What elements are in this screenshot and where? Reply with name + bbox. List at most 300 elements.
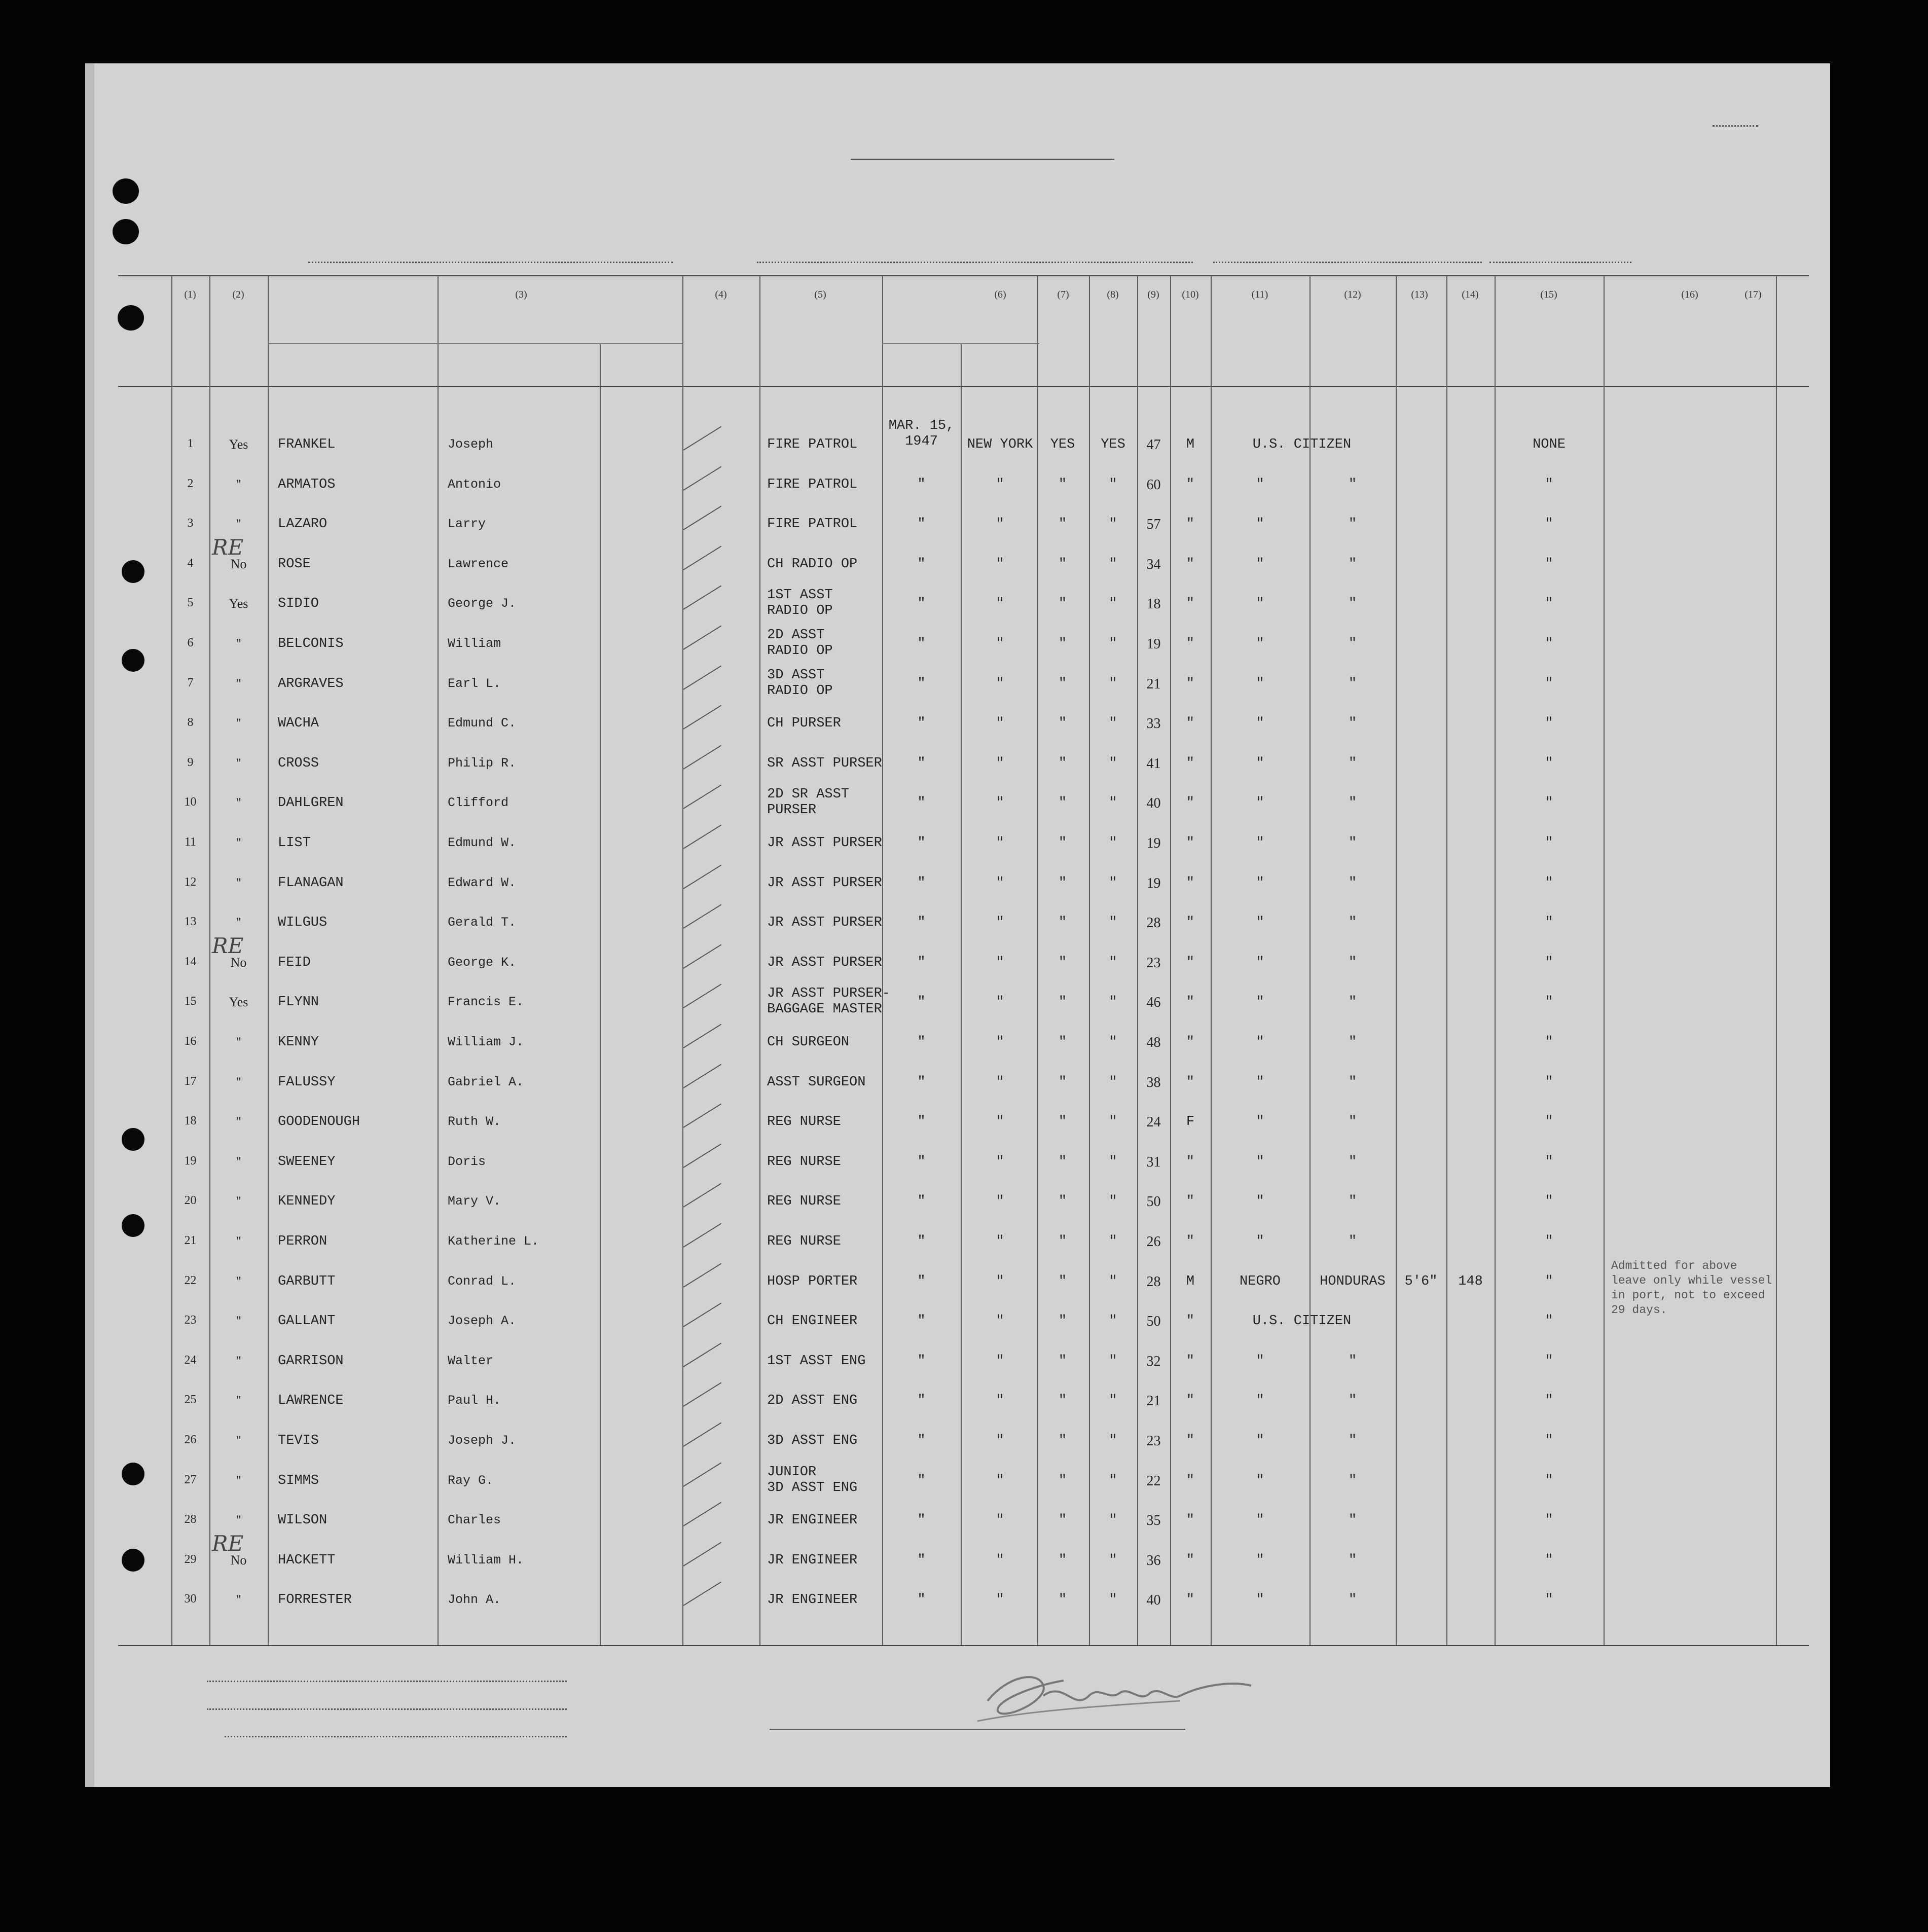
able-to-read: " xyxy=(1109,1433,1117,1448)
age: 35 xyxy=(1146,1513,1161,1528)
sex: " xyxy=(1186,1194,1195,1209)
ship-position: CH ENGINEER xyxy=(767,1314,858,1329)
discharge-at-port: " xyxy=(1058,915,1067,930)
shipped-subrule xyxy=(882,343,1039,344)
race: " xyxy=(1256,596,1264,611)
punch-hole xyxy=(122,649,144,672)
shipped-when: " xyxy=(917,876,926,891)
prior-voyage: " xyxy=(236,1433,241,1448)
nationality: " xyxy=(1348,795,1357,811)
column-divider xyxy=(268,276,269,1645)
ship-position: FIRE PATROL xyxy=(767,437,858,452)
physical-marks: " xyxy=(1545,1035,1553,1050)
able-to-read: " xyxy=(1109,517,1117,532)
column-number: (9) xyxy=(1147,289,1159,300)
nationality: " xyxy=(1348,835,1357,851)
ship-position: 3D ASST RADIO OP xyxy=(767,668,833,699)
nationality: " xyxy=(1348,955,1357,970)
given-name: Doris xyxy=(448,1154,486,1169)
given-name: John A. xyxy=(448,1592,501,1607)
ship-position: CH RADIO OP xyxy=(767,557,858,572)
shipped-when: " xyxy=(917,1194,926,1209)
family-name: SIMMS xyxy=(278,1473,319,1488)
prior-voyage: Yes xyxy=(229,596,248,611)
prior-voyage: No xyxy=(230,1553,247,1568)
physical-marks: " xyxy=(1545,1234,1553,1249)
sex: " xyxy=(1186,596,1195,611)
race: " xyxy=(1256,795,1264,811)
given-name: William xyxy=(448,636,501,651)
column-number: (16) xyxy=(1681,289,1698,300)
able-to-read: " xyxy=(1109,1274,1117,1289)
age: 50 xyxy=(1146,1314,1161,1329)
service-checkmark xyxy=(683,506,721,530)
shipped-when: " xyxy=(917,1314,926,1329)
ship-position: 2D ASST ENG xyxy=(767,1393,858,1408)
row-number: 24 xyxy=(184,1354,197,1367)
sex: " xyxy=(1186,676,1195,691)
discharge-at-port: " xyxy=(1058,1194,1067,1209)
prior-voyage: " xyxy=(236,1234,241,1249)
discharge-at-port: " xyxy=(1058,676,1067,691)
age: 23 xyxy=(1146,1433,1161,1449)
shipped-when: " xyxy=(917,1274,926,1289)
physical-marks: " xyxy=(1545,915,1553,930)
ship-position: JR ASST PURSER xyxy=(767,955,882,970)
arrival-port-field xyxy=(1213,243,1482,263)
ship-position: REG NURSE xyxy=(767,1154,841,1170)
nationality: " xyxy=(1348,517,1357,532)
nationality: " xyxy=(1348,1035,1357,1050)
column-number: (6) xyxy=(994,289,1006,300)
able-to-read: " xyxy=(1109,955,1117,970)
shipped-where: " xyxy=(996,557,1004,572)
sex: " xyxy=(1186,1035,1195,1050)
handwritten-initials: RE xyxy=(212,1531,244,1556)
column-number: (14) xyxy=(1462,289,1479,300)
discharge-at-port: " xyxy=(1058,1314,1067,1329)
given-name: William J. xyxy=(448,1035,524,1049)
given-name: Joseph xyxy=(448,437,494,452)
discharge-at-port: " xyxy=(1058,596,1067,611)
row-number: 29 xyxy=(184,1553,197,1566)
shipped-where: " xyxy=(996,1075,1004,1090)
service-checkmark xyxy=(683,1183,721,1208)
family-name: WILSON xyxy=(278,1513,328,1528)
discharge-at-port: " xyxy=(1058,995,1067,1010)
discharge-at-port: " xyxy=(1058,955,1067,970)
prior-voyage: " xyxy=(236,1592,241,1607)
sex: " xyxy=(1186,1154,1195,1170)
physical-marks: " xyxy=(1545,795,1553,811)
given-name: George K. xyxy=(448,955,517,970)
sex: " xyxy=(1186,1592,1195,1608)
discharge-at-port: " xyxy=(1058,835,1067,851)
family-name: GARBUTT xyxy=(278,1274,336,1289)
ship-position: 3D ASST ENG xyxy=(767,1433,858,1448)
shipped-when: " xyxy=(917,676,926,691)
discharge-at-port: " xyxy=(1058,1234,1067,1249)
able-to-read: " xyxy=(1109,1314,1117,1329)
row-number: 8 xyxy=(187,716,194,729)
physical-marks: NONE xyxy=(1533,437,1566,452)
row-number: 28 xyxy=(184,1513,197,1526)
age: 26 xyxy=(1146,1234,1161,1250)
age: 21 xyxy=(1146,676,1161,692)
shipped-where: " xyxy=(996,1035,1004,1050)
punch-hole xyxy=(122,1214,144,1237)
sex: " xyxy=(1186,795,1195,811)
nationality: " xyxy=(1348,756,1357,771)
race: " xyxy=(1256,676,1264,691)
race: " xyxy=(1256,1473,1264,1488)
family-name: FLANAGAN xyxy=(278,876,344,891)
physical-marks: " xyxy=(1545,955,1553,970)
table-top-rule xyxy=(118,275,1809,276)
able-to-read: " xyxy=(1109,716,1117,731)
punch-hole xyxy=(118,305,144,331)
shipped-when: " xyxy=(917,636,926,651)
given-name: Ruth W. xyxy=(448,1114,501,1129)
prior-voyage: " xyxy=(236,835,241,850)
shipped-when: " xyxy=(917,1433,926,1448)
service-checkmark xyxy=(683,1104,721,1128)
shipped-where: " xyxy=(996,756,1004,771)
service-checkmark xyxy=(683,1144,721,1168)
row-number: 2 xyxy=(187,477,194,490)
row-number: 9 xyxy=(187,756,194,769)
race: " xyxy=(1256,636,1264,651)
shipped-where: " xyxy=(996,1513,1004,1528)
able-to-read: " xyxy=(1109,596,1117,611)
race: " xyxy=(1256,1433,1264,1448)
physical-marks: " xyxy=(1545,995,1553,1010)
shipped-when: " xyxy=(917,955,926,970)
sex: " xyxy=(1186,1314,1195,1329)
shipped-when: MAR. 15, 1947 xyxy=(888,418,955,449)
column-divider xyxy=(600,343,601,1645)
nationality: " xyxy=(1348,1393,1357,1408)
family-name: GOODENOUGH xyxy=(278,1114,360,1129)
prior-voyage: " xyxy=(236,716,241,731)
column-number: (13) xyxy=(1411,289,1428,300)
race: NEGRO xyxy=(1239,1274,1281,1289)
nationality: " xyxy=(1348,1075,1357,1090)
discharge-at-port: " xyxy=(1058,716,1067,731)
shipped-where: " xyxy=(996,955,1004,970)
given-name: Francis E. xyxy=(448,995,524,1009)
shipped-when: " xyxy=(917,756,926,771)
shipped-when: " xyxy=(917,1035,926,1050)
sex: " xyxy=(1186,1234,1195,1249)
prior-voyage: " xyxy=(236,477,241,492)
sex: " xyxy=(1186,835,1195,851)
row-number: 26 xyxy=(184,1433,197,1446)
shipped-where: " xyxy=(996,1433,1004,1448)
service-checkmark xyxy=(683,1382,721,1407)
discharge-at-port: " xyxy=(1058,557,1067,572)
shipped-where: " xyxy=(996,596,1004,611)
discharge-at-port: " xyxy=(1058,1114,1067,1129)
able-to-read: " xyxy=(1109,1473,1117,1488)
shipped-where: " xyxy=(996,517,1004,532)
column-divider xyxy=(438,276,439,1645)
race: " xyxy=(1256,756,1264,771)
family-name: ARMATOS xyxy=(278,477,336,492)
family-name: HACKETT xyxy=(278,1553,336,1568)
race: " xyxy=(1256,876,1264,891)
row-number: 5 xyxy=(187,596,194,609)
handwritten-initials: RE xyxy=(212,933,244,958)
remarks: Admitted for above leave only while vessel in port, not to exceed 29 days. xyxy=(1611,1259,1772,1317)
given-name: Joseph A. xyxy=(448,1314,517,1328)
nationality: " xyxy=(1348,995,1357,1010)
row-number: 6 xyxy=(187,636,194,649)
physical-marks: " xyxy=(1545,636,1553,651)
discharge-at-port: " xyxy=(1058,1553,1067,1568)
row-number: 22 xyxy=(184,1274,197,1287)
sheet-number-field xyxy=(1713,109,1758,127)
title-rule xyxy=(851,159,1114,160)
family-name: ROSE xyxy=(278,557,311,572)
prior-voyage: " xyxy=(236,1473,241,1488)
sex: " xyxy=(1186,756,1195,771)
race: " xyxy=(1256,1154,1264,1170)
discharge-at-port: " xyxy=(1058,517,1067,532)
physical-marks: " xyxy=(1545,1354,1553,1369)
age: 19 xyxy=(1146,835,1161,851)
row-number: 13 xyxy=(184,915,197,928)
physical-marks: " xyxy=(1545,1592,1553,1608)
shipped-when: " xyxy=(917,1154,926,1170)
punch-hole xyxy=(122,1463,144,1485)
service-checkmark xyxy=(683,865,721,889)
sex: " xyxy=(1186,1354,1195,1369)
able-to-read: " xyxy=(1109,1194,1117,1209)
family-name: LIST xyxy=(278,835,311,851)
discharge-at-port: " xyxy=(1058,1433,1067,1448)
race: " xyxy=(1256,1035,1264,1050)
shipped-where: " xyxy=(996,1234,1004,1249)
discharge-at-port: " xyxy=(1058,795,1067,811)
shipped-where: " xyxy=(996,1393,1004,1408)
able-to-read: " xyxy=(1109,557,1117,572)
shipped-when: " xyxy=(917,835,926,851)
prior-voyage: " xyxy=(236,1393,241,1408)
sex: " xyxy=(1186,1553,1195,1568)
given-name: William H. xyxy=(448,1553,524,1568)
family-name: SIDIO xyxy=(278,596,319,611)
given-name: Earl L. xyxy=(448,676,501,691)
nationality: " xyxy=(1348,1194,1357,1209)
prior-voyage: " xyxy=(236,1075,241,1089)
punch-hole xyxy=(122,1549,144,1572)
discharge-at-port: " xyxy=(1058,1592,1067,1608)
given-name: Larry xyxy=(448,517,486,531)
given-name: Charles xyxy=(448,1513,501,1527)
race: " xyxy=(1256,1592,1264,1608)
ship-position: FIRE PATROL xyxy=(767,477,858,492)
column-number: (7) xyxy=(1057,289,1069,300)
shipped-where: " xyxy=(996,1114,1004,1129)
table-bottom-rule xyxy=(118,1645,1809,1646)
sex: " xyxy=(1186,1433,1195,1448)
race: " xyxy=(1256,716,1264,731)
race: " xyxy=(1256,1393,1264,1408)
punch-hole xyxy=(122,560,144,583)
service-checkmark xyxy=(683,626,721,650)
nationality: " xyxy=(1348,1513,1357,1528)
race: " xyxy=(1256,557,1264,572)
shipped-when: " xyxy=(917,557,926,572)
able-to-read: YES xyxy=(1101,437,1125,452)
age: 34 xyxy=(1146,557,1161,572)
ship-position: JUNIOR 3D ASST ENG xyxy=(767,1465,858,1496)
service-checkmark xyxy=(683,666,721,690)
physical-marks: " xyxy=(1545,517,1553,532)
age: 36 xyxy=(1146,1553,1161,1569)
column-divider xyxy=(1776,276,1777,1645)
race: " xyxy=(1256,1075,1264,1090)
nationality: " xyxy=(1348,1354,1357,1369)
punch-hole xyxy=(113,219,139,244)
age: 28 xyxy=(1146,1274,1161,1290)
discharge-at-port: " xyxy=(1058,1154,1067,1170)
given-name: Edmund W. xyxy=(448,835,517,850)
shipped-where: " xyxy=(996,876,1004,891)
family-name: ARGRAVES xyxy=(278,676,344,691)
able-to-read: " xyxy=(1109,477,1117,492)
prior-voyage: " xyxy=(236,517,241,531)
race: " xyxy=(1256,1114,1264,1129)
discharge-at-port: " xyxy=(1058,1274,1067,1289)
prior-voyage: " xyxy=(236,636,241,651)
age: 19 xyxy=(1146,636,1161,652)
ship-position: FIRE PATROL xyxy=(767,517,858,532)
able-to-read: " xyxy=(1109,1393,1117,1408)
column-divider xyxy=(961,343,962,1645)
shipped-where: " xyxy=(996,477,1004,492)
shipped-when: " xyxy=(917,1075,926,1090)
sex: " xyxy=(1186,1473,1195,1488)
column-number: (2) xyxy=(232,289,244,300)
physical-marks: " xyxy=(1545,1194,1553,1209)
given-name: Gerald T. xyxy=(448,915,517,930)
prior-voyage: No xyxy=(230,557,247,571)
ship-position: REG NURSE xyxy=(767,1234,841,1249)
discharge-at-port: " xyxy=(1058,636,1067,651)
nationality: " xyxy=(1348,557,1357,572)
shipped-where: " xyxy=(996,835,1004,851)
given-name: Antonio xyxy=(448,477,501,492)
ship-position: JR ASST PURSER- BAGGAGE MASTER xyxy=(767,986,891,1017)
ship-position: ASST SURGEON xyxy=(767,1075,866,1090)
row-number: 18 xyxy=(184,1114,197,1127)
row-number: 4 xyxy=(187,557,194,570)
row-number: 12 xyxy=(184,876,197,889)
age: 32 xyxy=(1146,1354,1161,1369)
family-name: KENNY xyxy=(278,1035,319,1050)
service-checkmark xyxy=(683,1024,721,1048)
column-number: (8) xyxy=(1107,289,1119,300)
shipped-when: " xyxy=(917,477,926,492)
family-name: LAWRENCE xyxy=(278,1393,344,1408)
given-name: Mary V. xyxy=(448,1194,501,1209)
physical-marks: " xyxy=(1545,477,1553,492)
able-to-read: " xyxy=(1109,1075,1117,1090)
physical-marks: " xyxy=(1545,1513,1553,1528)
race: " xyxy=(1256,915,1264,930)
age: 60 xyxy=(1146,477,1161,493)
discharge-at-port: " xyxy=(1058,1075,1067,1090)
column-divider xyxy=(1396,276,1397,1645)
age: 46 xyxy=(1146,995,1161,1010)
race: " xyxy=(1256,517,1264,532)
service-checkmark xyxy=(683,785,721,809)
age: 22 xyxy=(1146,1473,1161,1489)
column-number: (17) xyxy=(1744,289,1762,300)
age: 24 xyxy=(1146,1114,1161,1130)
shipped-where: " xyxy=(996,1553,1004,1568)
prior-voyage: " xyxy=(236,1513,241,1527)
able-to-read: " xyxy=(1109,756,1117,771)
service-checkmark xyxy=(683,705,721,730)
able-to-read: " xyxy=(1109,876,1117,891)
able-to-read: " xyxy=(1109,1234,1117,1249)
row-number: 14 xyxy=(184,955,197,968)
age: 57 xyxy=(1146,517,1161,532)
nationality: " xyxy=(1348,477,1357,492)
race: " xyxy=(1256,995,1264,1010)
prior-voyage: " xyxy=(236,915,241,930)
family-name: LAZARO xyxy=(278,517,328,532)
sex: " xyxy=(1186,557,1195,572)
ship-position: 1ST ASST RADIO OP xyxy=(767,588,833,618)
manifest-sheet xyxy=(85,63,1830,1787)
service-checkmark xyxy=(683,1064,721,1088)
age: 47 xyxy=(1146,437,1161,453)
physical-marks: " xyxy=(1545,1154,1553,1170)
age: 23 xyxy=(1146,955,1161,971)
discharge-at-port: " xyxy=(1058,876,1067,891)
ship-position: CH SURGEON xyxy=(767,1035,850,1050)
family-name: KENNEDY xyxy=(278,1194,336,1209)
prior-voyage: " xyxy=(236,795,241,810)
handwritten-initials: RE xyxy=(212,535,244,560)
header-bottom-rule xyxy=(118,386,1809,387)
age: 40 xyxy=(1146,1592,1161,1608)
shipped-when: " xyxy=(917,596,926,611)
sex: " xyxy=(1186,876,1195,891)
height: 5'6" xyxy=(1404,1274,1438,1289)
service-checkmark xyxy=(683,426,721,451)
age: 19 xyxy=(1146,876,1161,891)
inspector-signature xyxy=(967,1665,1282,1731)
prior-voyage: Yes xyxy=(229,995,248,1009)
age: 18 xyxy=(1146,596,1161,612)
age: 50 xyxy=(1146,1194,1161,1210)
shipped-when: " xyxy=(917,1114,926,1129)
family-name: GARRISON xyxy=(278,1354,344,1369)
discharge-at-port: " xyxy=(1058,477,1067,492)
prior-voyage: " xyxy=(236,1035,241,1049)
physical-marks: " xyxy=(1545,835,1553,851)
prior-voyage: " xyxy=(236,1154,241,1169)
physical-marks: " xyxy=(1545,756,1553,771)
able-to-read: " xyxy=(1109,1035,1117,1050)
able-to-read: " xyxy=(1109,1553,1117,1568)
nationality: " xyxy=(1348,1234,1357,1249)
